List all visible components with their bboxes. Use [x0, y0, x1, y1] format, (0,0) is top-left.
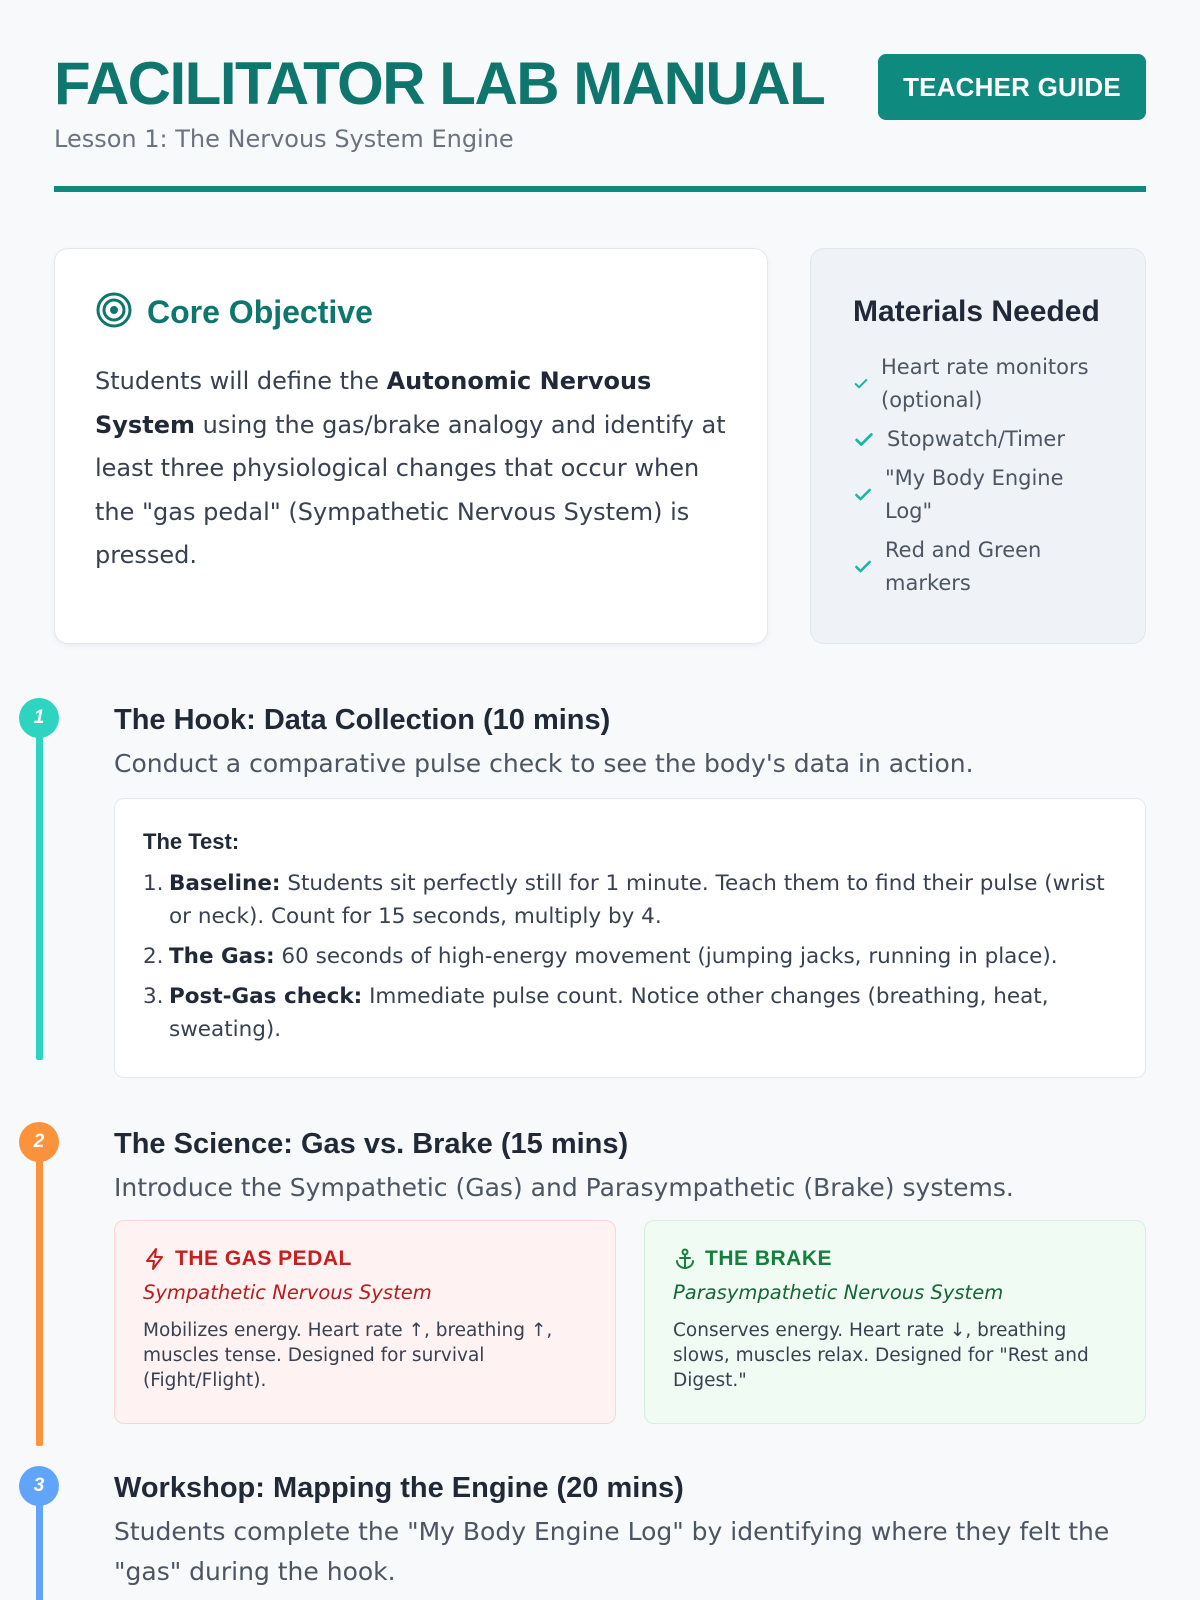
check-icon [853, 429, 875, 451]
timeline-track [36, 1144, 43, 1446]
gas-pedal-subtitle: Sympathetic Nervous System [143, 1281, 432, 1304]
step-title: Workshop: Mapping the Engine (20 mins) [114, 1472, 684, 1504]
step-number-badge: 1 [19, 698, 59, 738]
step-description: Introduce the Sympathetic (Gas) and Parasympathetic (Brake) systems. [114, 1173, 1014, 1202]
header-divider [54, 186, 1146, 192]
lesson-subtitle: Lesson 1: The Nervous System Engine [54, 125, 514, 153]
gas-pedal-body: Mobilizes energy. Heart rate ↑, breathing ↑, muscles tense. Designed for survival (Fight/Flight). [143, 1320, 553, 1391]
check-icon [853, 485, 873, 505]
lab-manual-page [33, 0, 1146, 1586]
step-title: The Hook: Data Collection (10 mins) [114, 704, 611, 736]
brake-panel [644, 1220, 1146, 1424]
target-icon [95, 291, 133, 334]
gas-pedal-heading: THE GAS PEDAL [143, 1247, 587, 1271]
list-item: 1. Baseline: Students sit perfectly still for 1 minute. Teach them to find their pulse (wrist or neck). Count for 15 seconds, multiply by 4. [143, 871, 1105, 929]
list-item: Stopwatch/Timer [853, 423, 1105, 456]
step-title: The Science: Gas vs. Brake (15 mins) [114, 1128, 629, 1160]
core-objective-text: Students will define the Autonomic Nervous System using the gas/brake analogy and identify at least three physiological changes that occur when the "gas pedal" (Sympathetic Nervous System) is pressed. [95, 367, 726, 569]
objective-key-term: Autonomic Nervous System [95, 367, 652, 439]
step-number-badge: 2 [19, 1122, 59, 1162]
brake-subtitle: Parasympathetic Nervous System [673, 1281, 1004, 1304]
test-steps-list [143, 867, 1119, 1046]
timeline-track [36, 720, 43, 1060]
list-item: Red and Green markers [853, 534, 1105, 600]
brake-body: Conserves energy. Heart rate ↓, breathing slows, muscles relax. Designed for "Rest and Digest." [673, 1320, 1089, 1391]
list-item: Heart rate monitors (optional) [853, 351, 1105, 417]
list-item: 2. The Gas: 60 seconds of high-energy movement (jumping jacks, running in place). [143, 944, 1058, 969]
core-objective-header [95, 291, 727, 334]
test-box [114, 798, 1146, 1078]
materials-title: Materials Needed [853, 295, 1100, 328]
test-label: The Test: [143, 829, 240, 854]
step-description: Conduct a comparative pulse check to see the body's data in action. [114, 749, 974, 778]
step-2 [33, 1122, 1146, 1426]
page-title: FACILITATOR LAB MANUAL [54, 50, 825, 117]
core-objective-title: Core Objective [147, 294, 373, 330]
gas-pedal-panel [114, 1220, 616, 1424]
header [54, 0, 1146, 194]
step-3 [33, 1466, 1146, 1600]
brake-heading: THE BRAKE [673, 1247, 1117, 1271]
materials-card [810, 248, 1146, 644]
gas-vs-brake-comparison [114, 1220, 1146, 1424]
step-number-badge: 3 [19, 1466, 59, 1506]
materials-list [853, 351, 1105, 600]
check-icon [853, 557, 873, 577]
list-item: "My Body Engine Log" [853, 462, 1105, 528]
core-objective-card [54, 248, 768, 644]
teacher-guide-badge: TEACHER GUIDE [878, 54, 1146, 120]
step-1 [33, 698, 1146, 1080]
lightning-icon [143, 1247, 167, 1271]
check-icon [853, 376, 869, 392]
anchor-icon [673, 1247, 697, 1271]
list-item: 3. Post-Gas check: Immediate pulse count. Notice other changes (breathing, heat, sweating). [143, 984, 1049, 1042]
step-description: Students complete the "My Body Engine Log" by identifying where they felt the "gas" during the hook. [114, 1517, 1110, 1586]
